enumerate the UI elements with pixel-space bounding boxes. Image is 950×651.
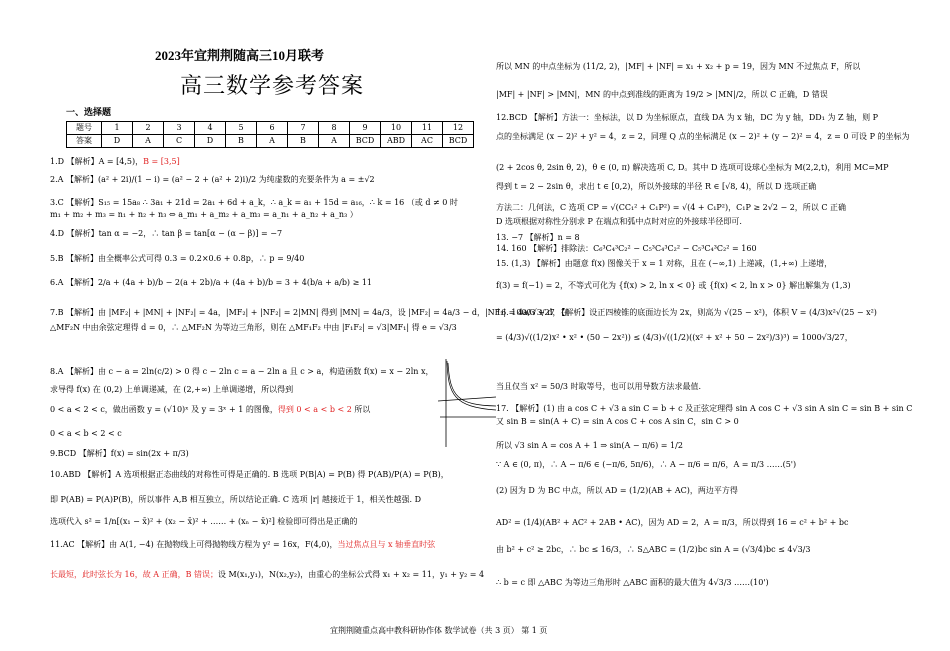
question-number: 5 [226, 122, 257, 135]
question-number: 8 [319, 122, 350, 135]
solution-text: 选项代入 s² = 1/n[(x₁ − x̄)² + (x₂ − x̄)² + …… + (xₙ − x̄)²] 检验即可得出是正确的 [50, 517, 358, 526]
solution-line: |MF| + |NF| > |MN|，MN 的中点到准线的距离为 19/2 > |MN|/2，所以 C 正确，D 错误 [496, 90, 828, 99]
solution-line [50, 229, 282, 239]
solution-text: 求导得 f(x) 在 (0,2) 上单调递减，在 (2,+∞) 上单调递增，所以得到 [50, 385, 294, 394]
question-number: 9 [350, 122, 381, 135]
solution-text: 5.B 【解析】由全概率公式可得 0.3 = 0.2×0.6 + 0.8p，∴ p = 9/40 [50, 254, 305, 263]
solution-text: 设 M(x₁,y₁)，N(x₂,y₂)，由重心的坐标公式得 x₁ + x₂ = 11，y₁ + y₂ = 4 [218, 570, 485, 579]
exam-title: 2023年宜荆荆随高三10月联考 [155, 48, 325, 63]
question-number: 12 [443, 122, 474, 135]
highlighted-text: 当过焦点且与 x 轴垂直时弦 [337, 540, 436, 549]
question-number: 2 [133, 122, 164, 135]
answer-cell: ABD [381, 135, 412, 148]
highlighted-text: B = [3,5] [143, 157, 180, 166]
page-footer: 宜荆荆随重点高中教科研协作体 数学试卷（共 3 页） 第 1 页 [330, 626, 548, 635]
answer-cell: B [288, 135, 319, 148]
solution-line: 所以 MN 的中点坐标为 (11/2, 2)，|MF| + |NF| = x₁ + x₂ + p = 19，因为 MN 不过焦点 F，所以 [496, 62, 861, 71]
section-heading: 一、选择题 [66, 108, 112, 118]
exam-subtitle: 高三数学参考答案 [180, 73, 365, 98]
answer-cell: D [195, 135, 226, 148]
solution-text: 11.AC 【解析】由 A(1, −4) 在抛物线上可得抛物线方程为 y² = 16x，F(4,0)， [50, 540, 338, 549]
solution-text: 即 P(AB) = P(A)P(B)，所以事件 A,B 相互独立，所以结论正确. C 选项 |r| 越接近于 1，相关性越强. D [50, 495, 421, 504]
solution-line [50, 470, 449, 480]
solution-line [50, 429, 122, 439]
solution-line [50, 157, 180, 167]
question-number: 7 [288, 122, 319, 135]
answer-table-number-row [67, 122, 474, 135]
solution-line [50, 367, 433, 377]
solution-line: 17. 【解析】(1) 由 a cos C + √3 a sin C = b + c 及正弦定理得 sin A cos C + √3 sin A sin C = sin B + sin C [496, 404, 913, 413]
solution-line: 点的坐标满足 (x − 2)² + y² = 4，z = 2，同理 Q 点的坐标满足 (x − 2)² + (y − 2)² = 4，z = 0 可设 P 的坐标为 [496, 132, 910, 141]
solution-text: 8.A 【解析】由 c − a = 2ln(c/2) > 0 得 c − 2ln c = a − 2ln a 且 c > a，构造函数 f(x) = x − 2ln x， [50, 367, 434, 376]
answer-cell: D [102, 135, 133, 148]
question-number: 6 [257, 122, 288, 135]
solution-line: 15. (1,3) 【解析】由题意 f(x) 图像关于 x = 1 对称，且在 (−∞,1) 上递减，(1,+∞) 上递增， [496, 259, 833, 268]
question-number: 4 [195, 122, 226, 135]
solution-line [50, 323, 457, 333]
question-number: 3 [164, 122, 195, 135]
solution-line: (2) 因为 D 为 BC 中点，所以 AD = (1/2)(AB + AC)，两边平方得 [496, 486, 738, 495]
solution-line: 方法二：几何法，C 选项 CP = √(CC₁² + C₁P²) = √(4 + C₁P²)，C₁P ≥ 2√2 − 2，所以 C 正确 [496, 203, 846, 212]
solution-line: (2 + 2cos θ, 2sin θ, 2)，θ ∈ (0, π) 解决选项 C, D。其中 D 选项可设球心坐标为 M(2,2,t)，利用 MC=MP [496, 163, 889, 172]
solution-line [50, 198, 458, 208]
highlighted-text: 长最短，此时弦长为 16，故 A 正确，B 错误； [50, 570, 219, 579]
solution-text: 2.A 【解析】(a² + 2i)/(1 − i) = (a² − 2 + (a² + 2)i)/2 为纯虚数的充要条件为 a = ±√2 [50, 175, 375, 184]
solution-line: 13. −7 【解析】n = 8 [496, 233, 580, 242]
solution-text: 0 < a < b < 2 < c [50, 429, 122, 438]
solution-text: 7.B 【解析】由 |MF₂| + |MN| + |NF₂| = 4a，|MF₂| + |NF₂| = 2|MN| 得到 |MN| = 4a/3，设 |MF₂| = 4a/3 − d，|NF₂| = 4a/3 + d，在 [50, 308, 569, 317]
solution-line [50, 405, 370, 415]
solution-text: 6.A 【解析】2/a + (4a + b)/b − 2(a + 2b)/a + (4a + b)/b = 3 + 4(b/a + a/b) ≥ 11 [50, 278, 373, 287]
solution-text: 所以 [351, 405, 371, 414]
answer-table-answer-row [67, 135, 474, 148]
solution-line: 16. 1000√3/27 【解析】设正四棱锥的底面边长为 2x，则高为 √(25 − x²)，体积 V = (4/3)x²√(25 − x²) [496, 308, 877, 317]
question-number: 1 [102, 122, 133, 135]
answer-cell: BCD [443, 135, 474, 148]
solution-line [50, 278, 372, 288]
solution-line [50, 210, 358, 220]
answer-table-row-label: 题号 [67, 122, 102, 135]
solution-line: 由 b² + c² ≥ 2bc，∴ bc ≤ 16/3，∴ S△ABC = (1/2)bc sin A = (√3/4)bc ≤ 4√3/3 [496, 545, 811, 554]
solution-line: 12.BCD 【解析】方法一：坐标法，以 D 为坐标原点，直线 DA 为 x 轴，DC 为 y 轴，DD₁ 为 Z 轴，则 P [496, 113, 879, 122]
solution-line: f(3) = f(−1) = 2，不等式可化为 {f(x) > 2, ln x < 0} 或 {f(x) < 2, ln x > 0} 解出解集为 (1,3) [496, 281, 851, 290]
solution-line [50, 385, 293, 395]
answer-table-row-label: 答案 [67, 135, 102, 148]
solution-text: 1.D 【解析】A = [4,5)， [50, 157, 144, 166]
solution-line: 当且仅当 x² = 50/3 时取等号，也可以用导数方法求最值. [496, 382, 702, 391]
solution-line [50, 517, 357, 527]
solution-line [50, 540, 435, 550]
solution-line: ∵ A ∈ (0, π)，∴ A − π/6 ∈ (−π/6, 5π/6)，∴ A − π/6 = π/6，A = π/3 ……(5') [496, 460, 797, 469]
curve-1 [447, 361, 496, 410]
solution-line: 得到 t = 2 − 2sin θ，求出 t ∈ [0,2)，所以外接球的半径 R ∈ [√8, 4)，所以 D 选项正确 [496, 182, 817, 191]
solution-line: 所以 √3 sin A = cos A + 1 ⇒ sin(A − π/6) = 1/2 [496, 441, 683, 450]
solution-line: D 选项根据对称性分别求 P 在端点和弧中点时对应的外接球半径即可. [496, 217, 742, 226]
curve-3 [438, 397, 496, 401]
solution-text: 10.ABD 【解析】A 选项根据正态曲线的对称性可得是正确的. B 选项 P(B|A) = P(B) 得 P(AB)/P(A) = P(B)， [50, 470, 449, 479]
answer-cell: A [133, 135, 164, 148]
answer-cell: C [164, 135, 195, 148]
solution-line [50, 570, 484, 580]
solution-text: 3.C 【解析】S₁₅ = 15a₈ ∴ 3a₁ + 21d = 2a₁ + 6d + a_k，∴ a_k = a₁ + 15d = a₁₆，∴ k = 16 （或 d ≠ 0 时 [50, 198, 458, 207]
solution-text: △MF₂N 中由余弦定理得 d = 0，∴ △MF₂N 为等边三角形，则在 △MF₁F₂ 中由 |F₁F₂| = √3|MF₁| 得 e = √3/3 [50, 323, 457, 332]
solution-line: AD² = (1/4)(AB² + AC² + 2AB • AC)，因为 AD = 2，A = π/3，所以得到 16 = c² + b² + bc [496, 518, 849, 527]
solution-line: ∴ b = c 即 △ABC 为等边三角形时 △ABC 面积的最大值为 4√3/3 ……(10') [496, 578, 769, 587]
question-number: 11 [412, 122, 443, 135]
solution-line [50, 449, 189, 459]
answer-cell: BCD [350, 135, 381, 148]
solution-line [50, 495, 421, 505]
solution-line [50, 254, 304, 264]
answer-cell: A [257, 135, 288, 148]
function-graph-sketch [436, 355, 498, 450]
question-number: 10 [381, 122, 412, 135]
answer-table [66, 121, 474, 148]
solution-line: 14. 160 【解析】排除法：C₆³C₄³C₂² − C₅³C₄³C₂² − C₅³C₄³C₂² = 160 [496, 244, 757, 253]
solution-line: 又 sin B = sin(A + C) = sin A cos C + cos A sin C，sin C > 0 [496, 417, 739, 426]
highlighted-text: 得到 0 < a < b < 2 [277, 405, 352, 414]
solution-text: m₁ + m₂ + m₃ = n₁ + n₂ + n₃ ⇔ a_m₁ + a_m₂ + a_m₃ = a_n₁ + a_n₂ + a_n₃ ） [50, 210, 358, 219]
solution-line [50, 308, 568, 318]
solution-line: = (4/3)√((1/2)x² • x² • (50 − 2x²)) ≤ (4/3)√((1/2)((x² + x² + 50 − 2x²)/3)³) = 1000√3/27， [496, 333, 853, 342]
solution-text: 4.D 【解析】tan α = −2，∴ tan β = tan[α − (α − β)] = −7 [50, 229, 283, 238]
solution-line [50, 175, 375, 185]
solution-text: 9.BCD 【解析】f(x) = sin(2x + π/3) [50, 449, 189, 458]
answer-cell: B [226, 135, 257, 148]
answer-cell: AC [412, 135, 443, 148]
solution-text: 0 < a < 2 < c，做出函数 y = (√10)ˣ 及 y = 3ˣ + 1 的图像， [50, 405, 278, 414]
answer-cell: A [319, 135, 350, 148]
